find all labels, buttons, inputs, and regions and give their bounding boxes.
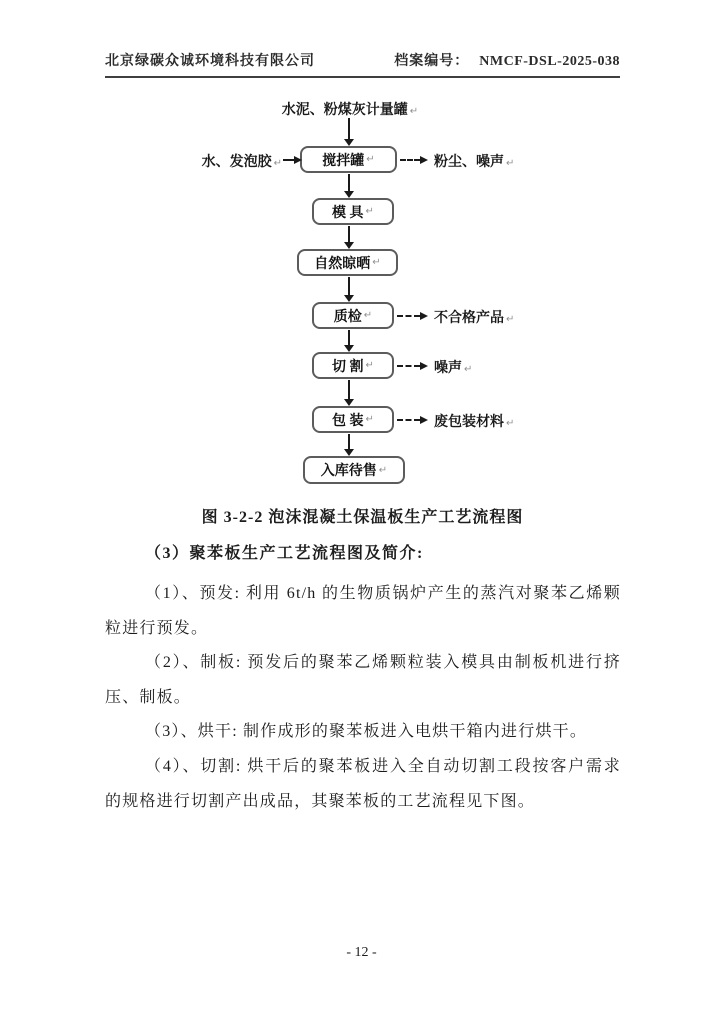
- down-arrow: [348, 226, 350, 242]
- flow-source-text: 水泥、粉煤灰计量罐: [281, 103, 408, 118]
- emission-label-rejects: [434, 307, 514, 327]
- down-arrow: [348, 434, 350, 449]
- flow-node-label: 模 具: [332, 205, 364, 221]
- emission-arrow: [400, 159, 420, 161]
- emission-text: 粉尘、噪声: [434, 155, 504, 170]
- figure-caption: 图 3-2-2 泡沫混凝土保温板生产工艺流程图: [201, 509, 524, 526]
- emission-arrow: [397, 419, 420, 421]
- return-mark-icon: ↵: [363, 310, 373, 321]
- archive-label: 档案编号：: [394, 54, 470, 69]
- emission-text: 废包装材料: [434, 415, 504, 430]
- emission-arrow: [397, 315, 420, 317]
- return-mark-icon: ↵: [366, 154, 375, 165]
- return-mark-icon: ↵: [273, 158, 282, 169]
- flow-node-warehousing: [303, 456, 405, 484]
- return-mark-icon: ↵: [506, 158, 515, 169]
- flow-source-label: [250, 99, 450, 119]
- emission-text: 噪声: [434, 361, 462, 376]
- flow-node-quality-check: [312, 302, 394, 329]
- body-paragraph-line: 的规格进行切割产出成品，其聚苯板的工艺流程见下图。: [105, 792, 536, 810]
- return-mark-icon: ↵: [506, 314, 515, 325]
- flow-node-label: 入库待售: [320, 464, 377, 479]
- emission-label-noise: [434, 357, 472, 377]
- body-text: [105, 577, 621, 819]
- return-mark-icon: ↵: [365, 414, 374, 425]
- down-arrow: [348, 330, 350, 345]
- emission-label-dust-noise: [434, 151, 514, 171]
- page-number: - 12 -: [346, 945, 377, 960]
- flow-node-packaging: [312, 406, 394, 433]
- body-paragraph-line: 压、制板。: [105, 688, 192, 706]
- archive-number-group: [394, 50, 620, 70]
- input-arrow: [283, 159, 294, 161]
- flow-input-label: [160, 151, 282, 171]
- return-mark-icon: ↵: [372, 257, 381, 268]
- down-arrow: [348, 277, 350, 295]
- flow-node-natural-drying: [297, 249, 398, 276]
- emission-arrow: [397, 365, 420, 367]
- section-heading: （3）聚苯板生产工艺流程图及简介:: [145, 545, 424, 562]
- body-paragraph-line: （1）、预发: 利用 6t/h 的生物质锅炉产生的蒸汽对聚苯乙烯颗: [145, 585, 621, 602]
- emission-label-waste-packaging: [434, 411, 514, 431]
- return-mark-icon: ↵: [506, 418, 515, 429]
- return-mark-icon: ↵: [378, 464, 388, 476]
- down-arrow: [348, 118, 350, 139]
- company-name: 北京绿碳众诚环境科技有限公司: [105, 54, 315, 69]
- body-paragraph-line: （4）、切割: 烘干后的聚苯板进入全自动切割工段按客户需求: [145, 757, 621, 775]
- return-mark-icon: ↵: [365, 206, 374, 217]
- emission-text: 不合格产品: [434, 311, 504, 326]
- body-paragraph-line: 粒进行预发。: [105, 619, 209, 637]
- body-paragraph-line: （2）、制板: 预发后的聚苯乙烯颗粒装入模具由制板机进行挤: [145, 654, 621, 672]
- return-mark-icon: ↵: [409, 106, 419, 117]
- return-mark-icon: ↵: [365, 360, 374, 371]
- flow-input-text: 水、发泡胶: [201, 155, 272, 170]
- archive-number: NMCF-DSL-2025-038: [479, 54, 620, 69]
- flow-node-label: 切 割: [332, 359, 364, 375]
- flow-node-label: 包 装: [332, 413, 364, 429]
- body-paragraph-line: （3）、烘干: 制作成形的聚苯板进入电烘干箱内进行烘干。: [145, 723, 588, 741]
- flow-node-label: 搅拌罐: [322, 153, 365, 169]
- page-header: [105, 50, 620, 78]
- flow-node-mixing-tank: [300, 146, 397, 173]
- down-arrow: [348, 380, 350, 399]
- flow-node-mold: [312, 198, 394, 225]
- flow-node-label: 质检: [333, 309, 362, 325]
- down-arrow: [348, 174, 350, 191]
- flow-node-cutting: [312, 352, 394, 379]
- return-mark-icon: ↵: [464, 364, 473, 375]
- flow-node-label: 自然晾晒: [314, 256, 371, 272]
